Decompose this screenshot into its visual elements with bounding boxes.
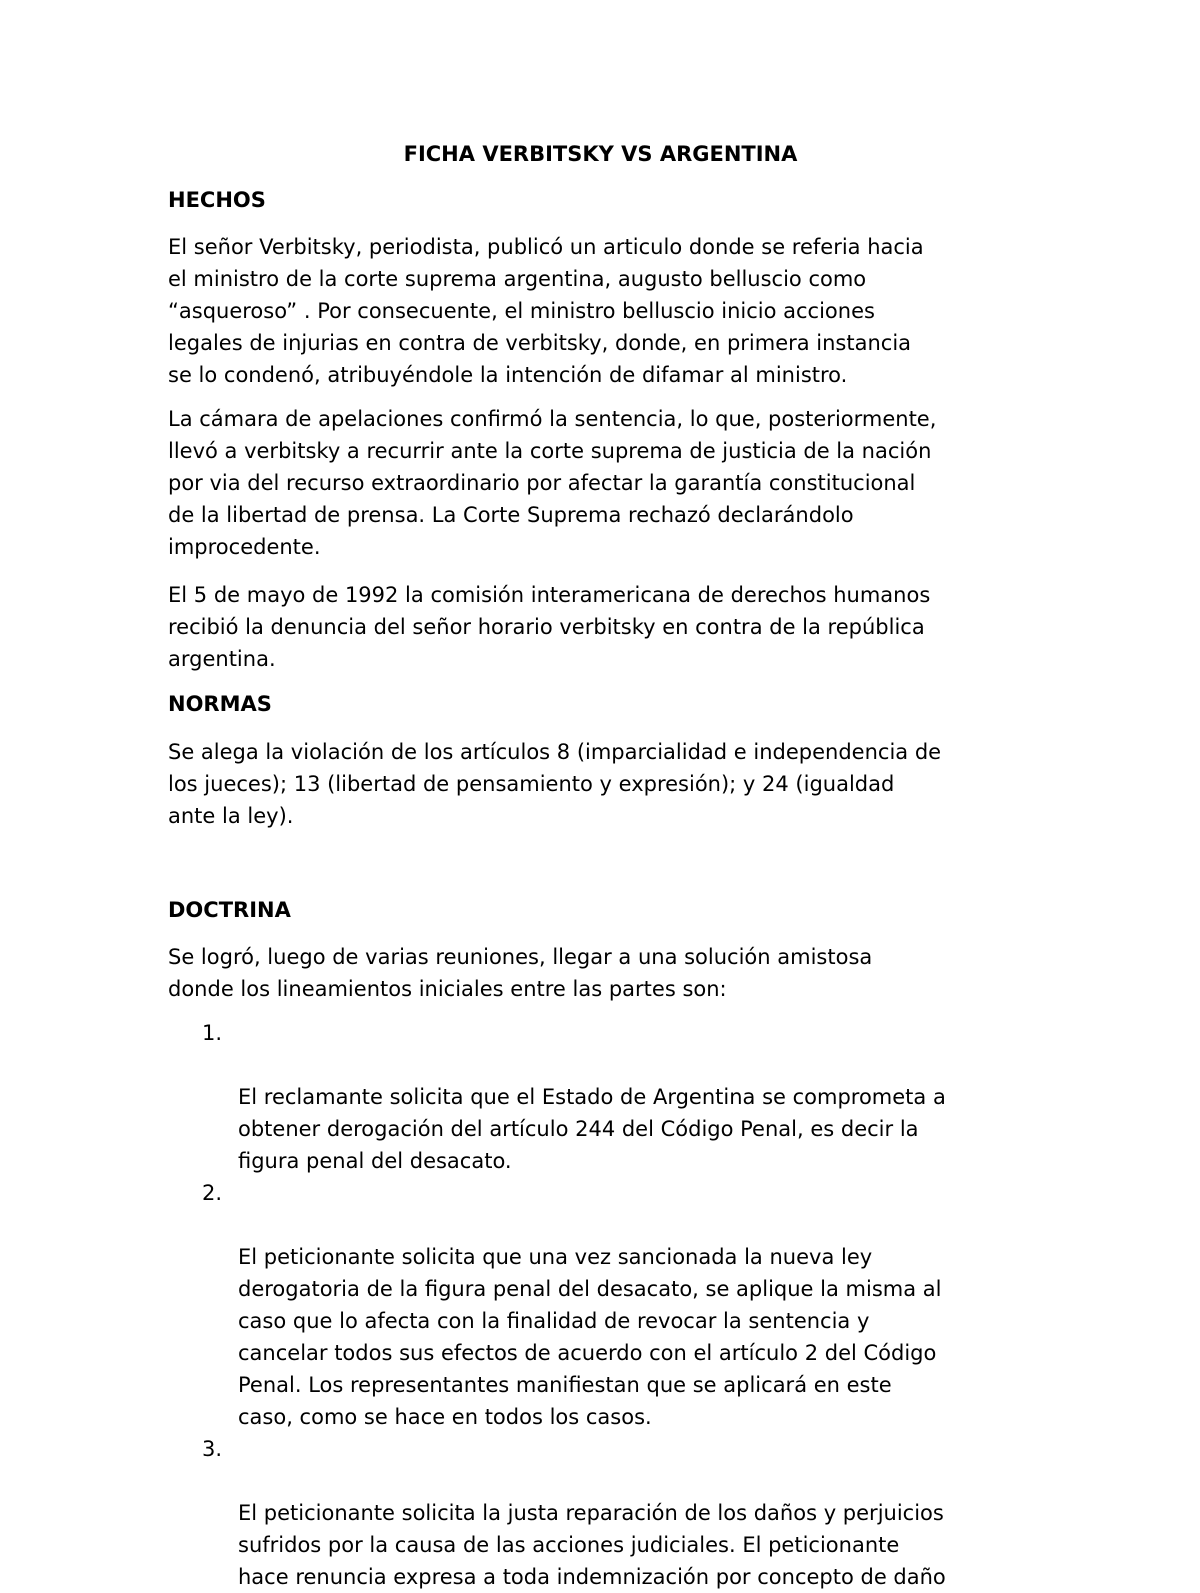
paragraph-hechos-1: El señor Verbitsky, periodista, publicó un articulo donde se referia hacia el ministro de la corte suprema argentina, augusto belluscio como “asqueroso” . Por consecuente, el ministro belluscio inicio acciones legales de injurias en contra de verbitsky, donde, en primera instancia se lo condenó, atribuyéndole la intención de difamar al ministro. — [168, 235, 924, 387]
list-item-text: El peticionante solicita la justa reparación de los daños y perjuicios sufridos por la causa de las acciones judiciales. El peticionante hace renuncia expresa a toda indemnización por concepto de daño — [238, 1501, 946, 1589]
list-item — [168, 1433, 1040, 1593]
document-title: FICHA VERBITSKY VS ARGENTINA — [403, 142, 798, 166]
list-item-number: 1. — [202, 1021, 223, 1045]
paragraph-hechos-2: La cámara de apelaciones confirmó la sentencia, lo que, posteriormente, llevó a verbitsky a recurrir ante la corte suprema de justicia de la nación por via del recurso extraordinario por afectar la garantía constitucional de la libertad de prensa. La Corte Suprema rechazó declarándolo improcedente. — [168, 407, 937, 559]
list-item-text: El reclamante solicita que el Estado de Argentina se comprometa a obtener derogación del artículo 244 del Código Penal, es decir la figura penal del desacato. — [238, 1085, 946, 1173]
list-item-number: 3. — [202, 1437, 223, 1461]
section-heading-doctrina: DOCTRINA — [168, 898, 291, 922]
agreement-list — [168, 1017, 1040, 1593]
section-heading-hechos: HECHOS — [168, 188, 266, 212]
list-item — [168, 1177, 1040, 1433]
section-heading-normas: NORMAS — [168, 692, 272, 716]
list-item-number: 2. — [202, 1181, 223, 1205]
list-item — [168, 1017, 1040, 1177]
paragraph-hechos-3: El 5 de mayo de 1992 la comisión interamericana de derechos humanos recibió la denuncia del señor horario verbitsky en contra de la república argentina. — [168, 583, 931, 671]
paragraph-doctrina-1: Se logró, luego de varias reuniones, llegar a una solución amistosa donde los lineamientos iniciales entre las partes son: — [168, 945, 873, 1001]
list-item-text: El peticionante solicita que una vez sancionada la nueva ley derogatoria de la figura penal del desacato, se aplique la misma al caso que lo afecta con la finalidad de revocar la sentencia y cancelar todos sus efectos de acuerdo con el artículo 2 del Código Penal. Los representantes manifiestan que se aplicará en este caso, como se hace en todos los casos. — [238, 1245, 942, 1429]
paragraph-normas-1: Se alega la violación de los artículos 8 (imparcialidad e independencia de los jueces); 13 (libertad de pensamiento y expresión); y 24 (igualdad ante la ley). — [168, 740, 942, 828]
